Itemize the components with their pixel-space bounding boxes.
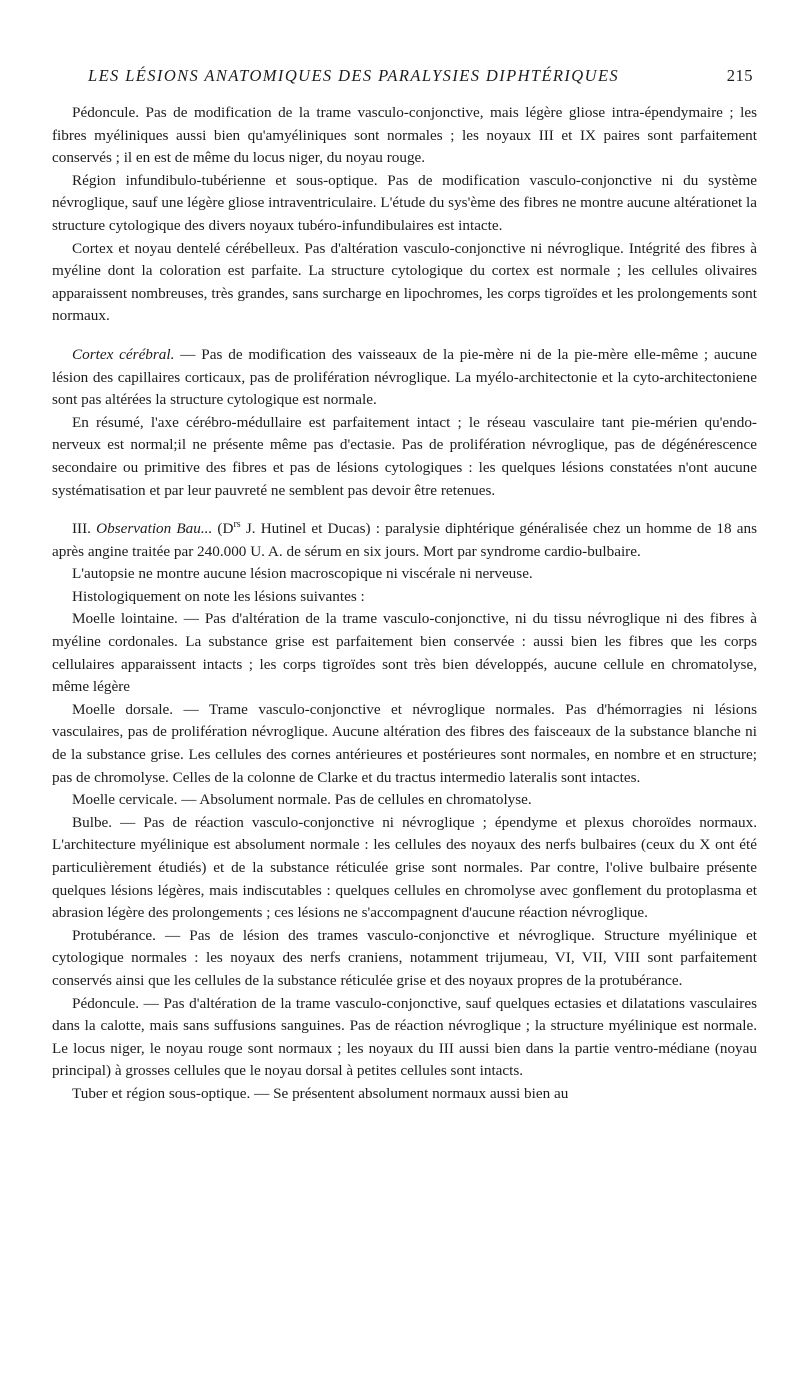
page-number: 215: [726, 66, 753, 85]
running-head: [52, 66, 757, 92]
paragraph: Région infundibulo-tubérienne et sous-optique. Pas de modification vasculo-conjonctive ni du système névroglique, sauf une légère gliose intraventriculaire. L'étude du sys'ème des fibres ne montre aucune altérationet la structure cytologique des divers noyaux tubéro-infundibulaires est intacte.: [52, 171, 757, 234]
section-label: Cortex cérébral.: [72, 345, 175, 363]
paragraph: Pédoncule. — Pas d'altération de la trame vasculo-conjonctive, sauf quelques ectasies et dilatations vasculaires dans la calotte, mais sans suffusions sanguines. Pas de réaction névroglique ; la structure myélinique est normale. Le locus niger, le noyau rouge sont normaux ; les noyaux du III aussi bien dans la partie ventro-médiane (noyau principal) à grosses cellules que le noyau dorsal à petites cellules sont intacts.: [52, 994, 757, 1080]
superscript: rs: [233, 519, 241, 531]
paragraph: Bulbe. — Pas de réaction vasculo-conjonctive ni névroglique ; épendyme et plexus choroïdes normaux. L'architecture myélinique est absolument normale : les cellules des noyaux des nerfs bulbaires (ceux du X ont été particulièrement étudiés) et de la substance réticulée grise sont normales. Par contre, l'olive bulbaire présente quelques lésions légères, mais indiscutables : quelques cellules en chromolyse avec gonflement du protoplasma et abrasion légère des prolongements ; ces lésions ne s'accompagnent d'aucune réaction névroglique.: [52, 813, 757, 922]
paragraph: L'autopsie ne montre aucune lésion macroscopique ni viscérale ni nerveuse.: [72, 565, 533, 583]
observation-text: J. Hutinel et Ducas) : paralysie diphtérique généralisée chez un homme de 18 ans après angine traitée par 240.000 U. A. de sérum en six jours. Mort par syndrome cardio-bulbaire.: [52, 520, 757, 560]
paragraph: Moelle dorsale. — Trame vasculo-conjonctive et névroglique normales. Pas d'hémorragies ni lésions vasculaires, pas de prolifération névroglique. Aucune altération des fibres des faisceaux de la substance blanche ni de la substance grise. Les cellules des cornes antérieures et postérieures sont normales, en nombre et en structure; pas de chromolyse. Celles de la colonne de Clarke et du tractus intermedio lateralis sont intactes.: [52, 700, 757, 786]
observation-title: Observation Bau...: [96, 520, 213, 538]
body-text: [52, 102, 757, 1106]
observation-number: III.: [72, 520, 97, 538]
observation-heading: [52, 518, 757, 563]
paragraph: Moelle cervicale. — Absolument normale. Pas de cellules en chromatolyse.: [72, 791, 532, 809]
paragraph: En résumé, l'axe cérébro-médullaire est parfaitement intact ; le réseau vasculaire tant pie-mérien qu'endo-nerveux est normal;il ne présente même pas d'ectasie. Pas de prolifération névroglique, pas de dégénérescence secondaire ou primitive des fibres et pas de lésions cytologiques : les quelques lésions constatées n'ont aucune systématisation et par leur pauvreté ne semblent pas devoir être retenues.: [52, 413, 757, 499]
paragraph: Cortex et noyau dentelé cérébelleux. Pas d'altération vasculo-conjonctive ni névroglique. Intégrité des fibres à myéline dont la coloration est parfaite. La structure cytologique du cortex est normale ; les cellules olivaires apparaissent nombreuses, très grandes, sans surcharge en lipochromes, les corps tigroïdes et les prolongements sont normaux.: [52, 239, 757, 325]
paragraph: Tuber et région sous-optique. — Se présentent absolument normaux aussi bien au: [72, 1084, 569, 1102]
running-head-title: LES LÉSIONS ANATOMIQUES DES PARALYSIES DIPHTÉRIQUES: [88, 66, 620, 85]
paragraph: Histologiquement on note les lésions suivantes :: [72, 587, 365, 605]
book-page: [52, 66, 757, 1366]
paragraph: Moelle lointaine. — Pas d'altération de la trame vasculo-conjonctive, ni du tissu névroglique ni des fibres à myéline cordonales. La substance grise est parfaitement bien conservée : aussi bien les fibres que les corps cellulaires apparaissent intacts ; les corps tigroïdes sont très bien développés, aucune cellule en chromatolyse, même légère: [52, 610, 757, 696]
paragraph: Pédoncule. Pas de modification de la trame vasculo-conjonctive, mais légère gliose intra-épendymaire ; les fibres myéliniques aussi bien qu'amyéliniques sont normales ; les noyaux III et IX paires sont parfaitement conservés ; il en est de même du locus niger, du noyau rouge.: [52, 104, 757, 167]
paragraph-text: — Pas de modification des vaisseaux de la pie-mère ni de la pie-mère elle-même ; aucune lésion des capillaires corticaux, pas de prolifération névroglique. La myélo-architectonie et la cyto-architectoniene sont pas altérées la structure cytologique est normale.: [52, 345, 757, 409]
paragraph: [52, 344, 757, 412]
observation-text: (D: [212, 520, 234, 538]
paragraph: Protubérance. — Pas de lésion des trames vasculo-conjonctive et névroglique. Structure myélinique et cytologique normales : les noyaux des nerfs craniens, notamment trijumeau, VI, VII, VIII sont parfaitement conservés ainsi que les cellules de la substance réticulée grise et des noyaux propres de la protubérance.: [52, 926, 757, 989]
